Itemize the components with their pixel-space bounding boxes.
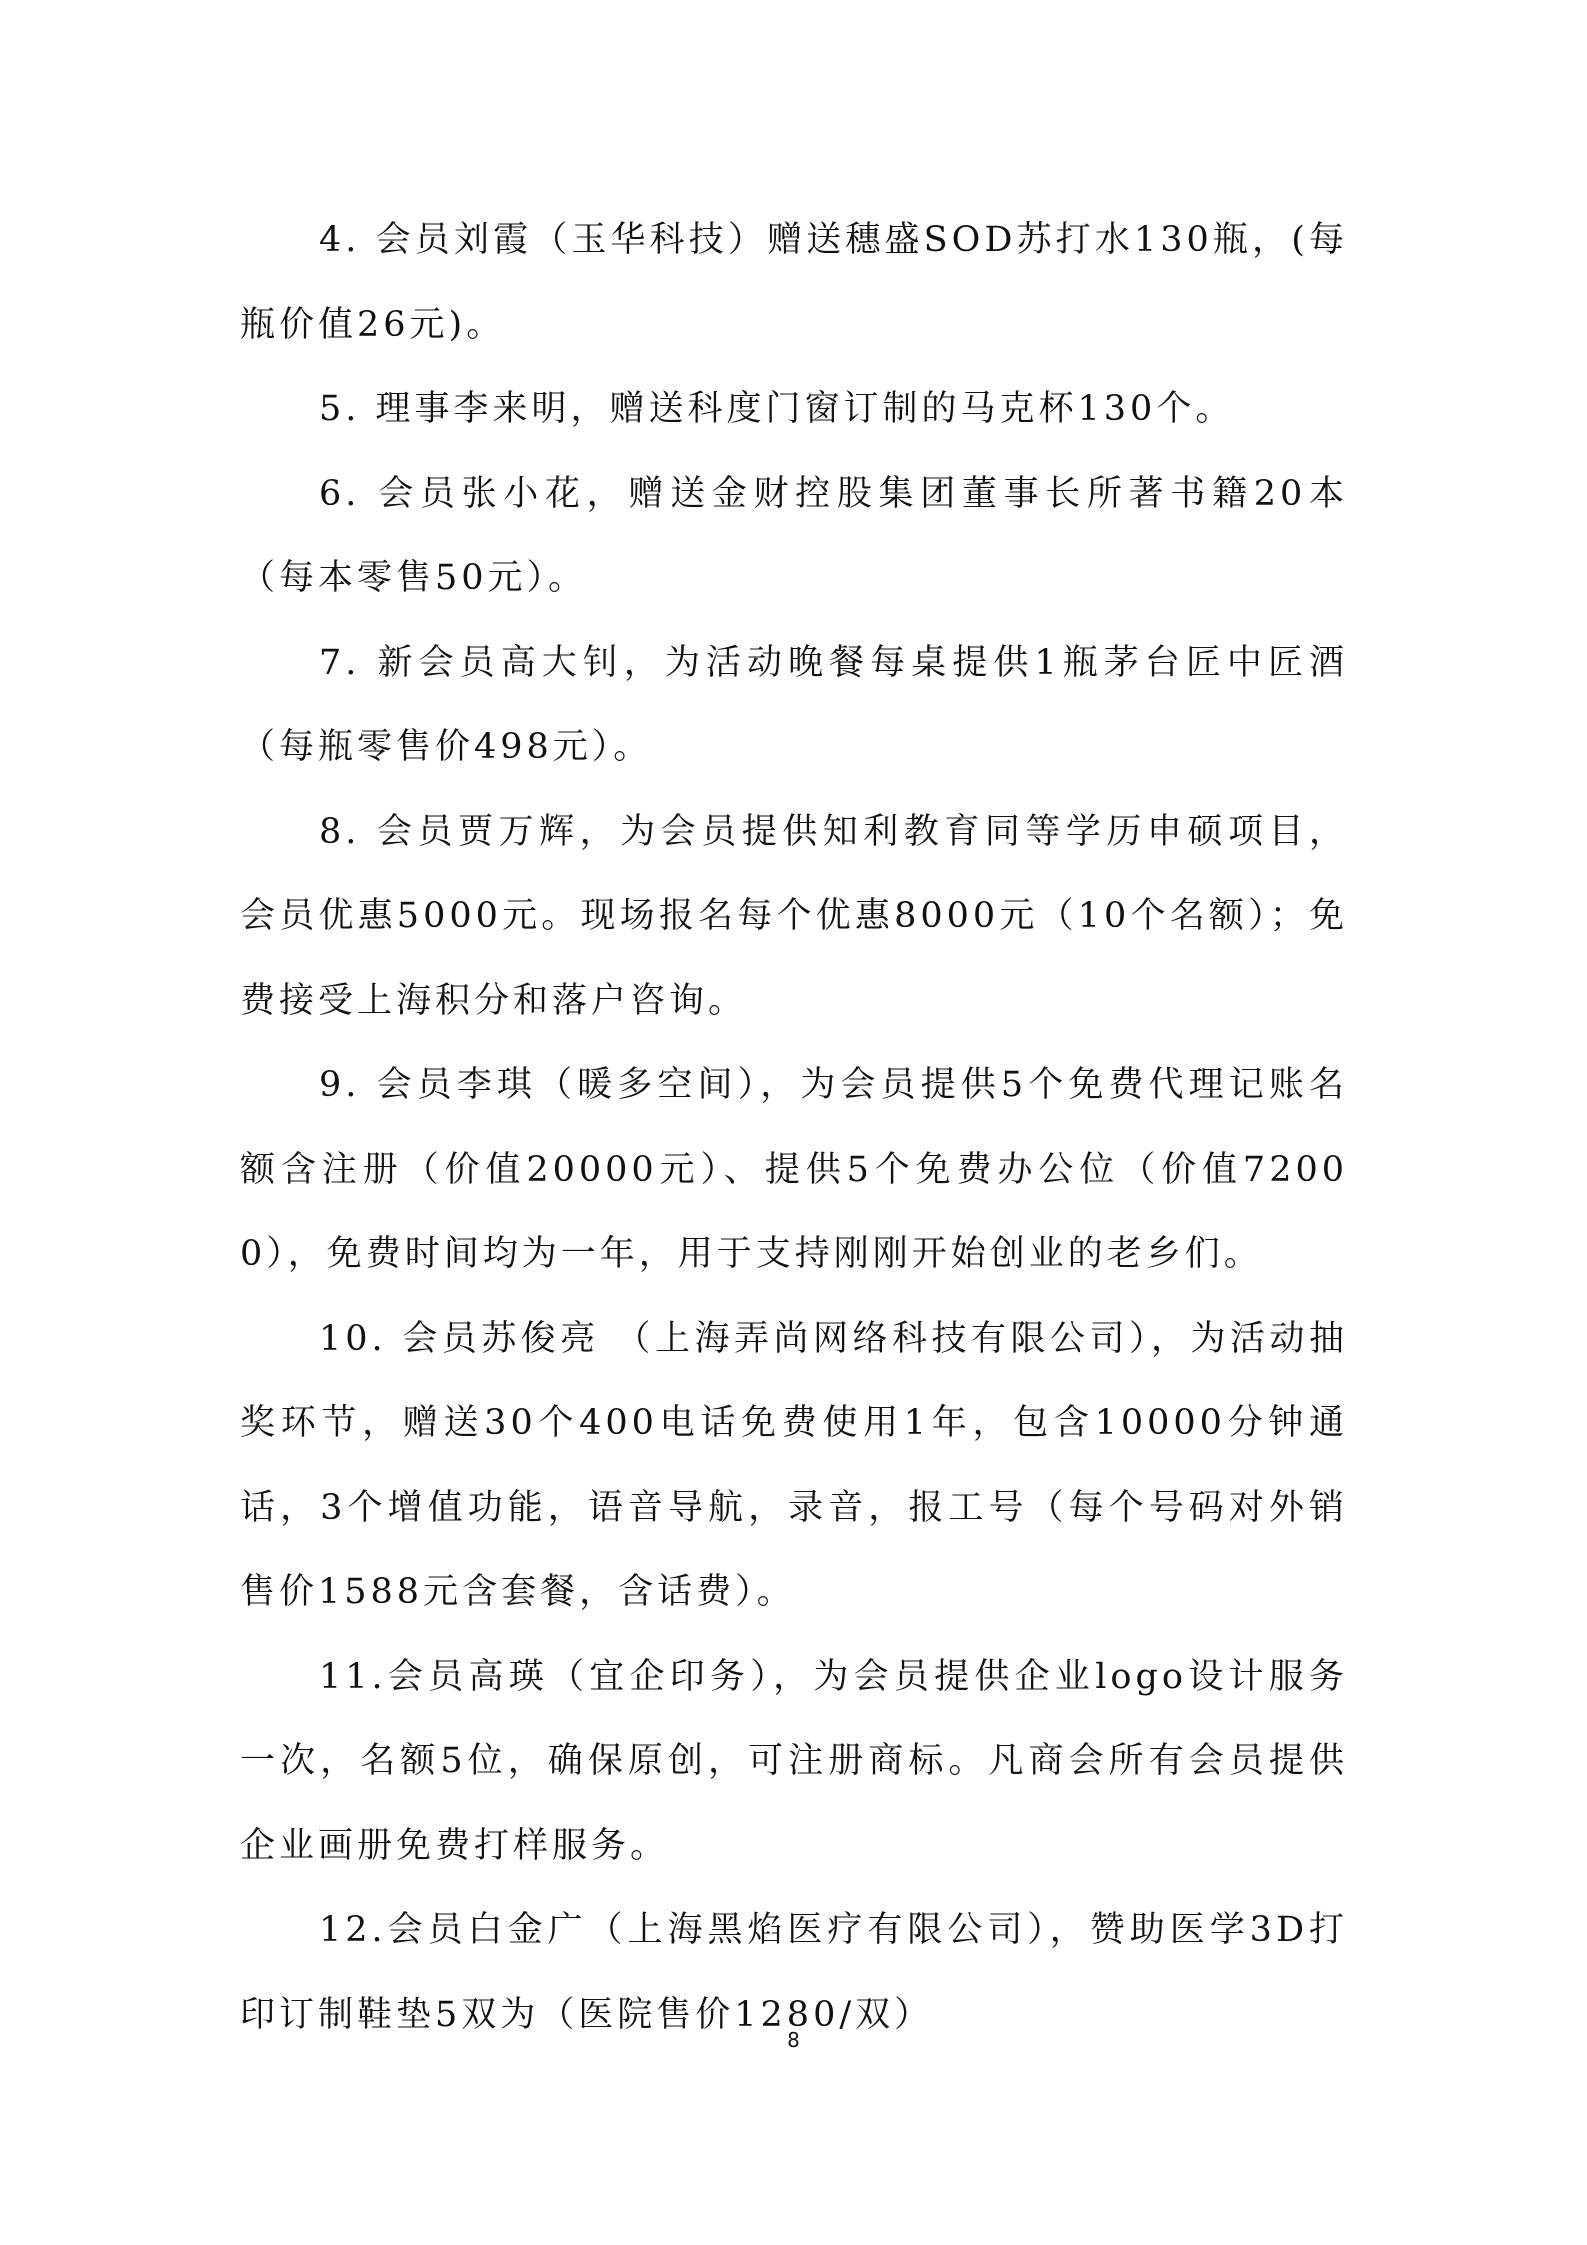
document-body — [240, 198, 1348, 2057]
paragraph-item-5: 5. 理事李来明，赠送科度门窗订制的马克杯130个。 — [319, 389, 1235, 429]
paragraph-item-10: 10. 会员苏俊亮 （上海弄尚网络科技有限公司），为活动抽奖环节，赠送30个400电话免费使用1年，包含10000分钟通话，3个增值功能，语音导航，录音，报工号（每个号码对外销售价1588元含套餐，含话费）。 — [240, 1318, 1348, 1612]
paragraph-item-4: 4. 会员刘霞（玉华科技）赠送穗盛SOD苏打水130瓶，(每瓶价值26元)。 — [240, 220, 1348, 345]
paragraph-item-11: 11.会员高瑛（宜企印务），为会员提供企业logo设计服务一次，名额5位，确保原创，可注册商标。凡商会所有会员提供企业画册免费打样服务。 — [240, 1656, 1348, 1866]
paragraph-item-9: 9. 会员李琪（暖多空间），为会员提供5个免费代理记账名额含注册（价值20000元）、提供5个免费办公位（价值72000），免费时间均为一年，用于支持刚刚开始创业的老乡们。 — [240, 1065, 1348, 1274]
paragraph-item-7: 7. 新会员高大钊，为活动晚餐每桌提供1瓶茅台匠中匠酒（每瓶零售价498元）。 — [240, 642, 1348, 767]
paragraph-item-6: 6. 会员张小花，赠送金财控股集团董事长所著书籍20本（每本零售50元）。 — [240, 473, 1348, 598]
page-number: 8 — [787, 2028, 800, 2052]
paragraph-item-8: 8. 会员贾万辉，为会员提供知利教育同等学历申硕项目，会员优惠5000元。现场报名每个优惠8000元（10个名额）；免费接受上海积分和落户咨询。 — [240, 811, 1348, 1021]
paragraph-item-12: 12.会员白金广（上海黑焰医疗有限公司），赞助医学3D打印订制鞋垫5双为（医院售价1280/双） — [240, 1910, 1348, 2035]
